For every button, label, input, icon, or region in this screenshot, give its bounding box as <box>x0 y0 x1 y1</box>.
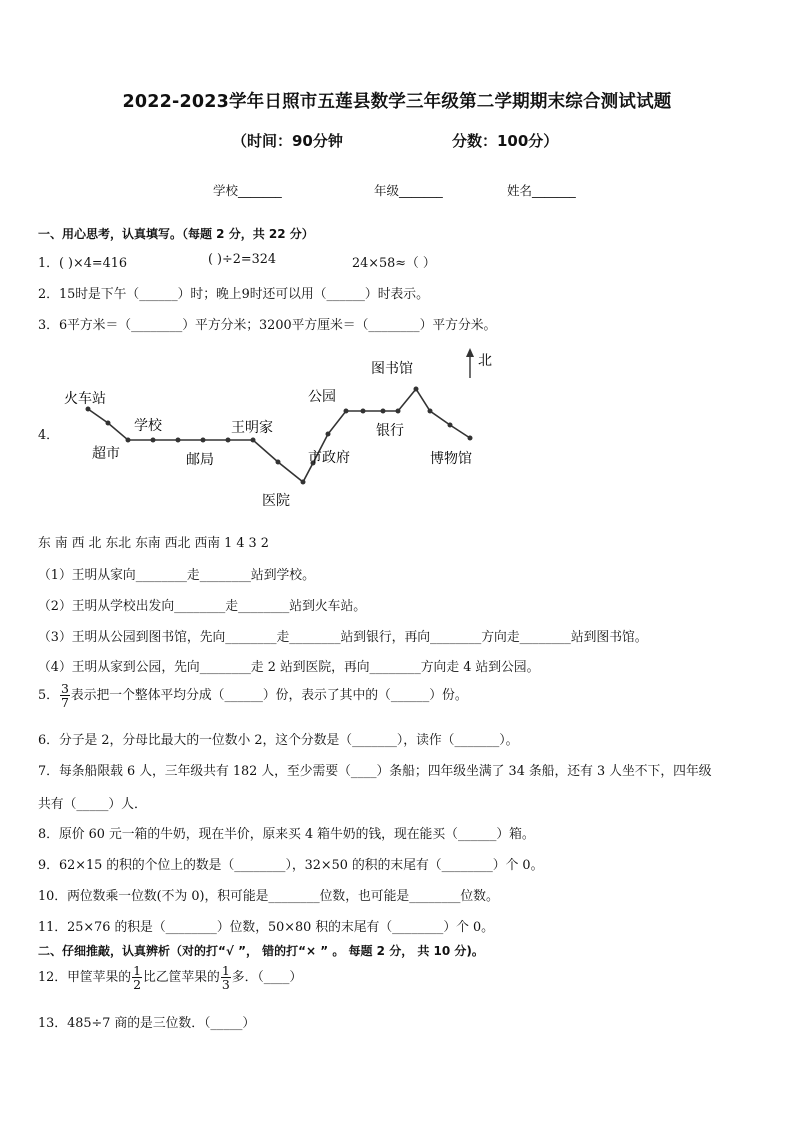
q5-text: 表示把一个整体平均分成（______）份，表示了其中的（______）份。 <box>70 688 468 703</box>
section-2-heading: 二、仔细推敲，认真辨析（对的打“√ ”， 错的打“× ” 。 每题 2 分， 共 10 分)。 <box>38 944 484 958</box>
label-station: 火车站 <box>64 391 106 407</box>
route-map <box>58 345 508 515</box>
label-bank: 银行 <box>376 423 404 439</box>
q8: 8．原价 60 元一箱的牛奶，现在半价，原来买 4 箱牛奶的钱，现在能买（______）箱。 <box>38 827 535 842</box>
north-label: 北 <box>478 353 492 369</box>
q4-sub2: （2）王明从学校出发向________走________站到火车站。 <box>38 599 367 614</box>
q13: 13．485÷7 商的是三位数．（_____） <box>38 1016 256 1031</box>
q4-sub3: （3）王明从公园到图书馆，先向________走________站到银行，再向________方向走________站到图书馆。 <box>38 630 648 645</box>
q7-line2: 共有（_____）人． <box>38 797 147 812</box>
q2: 2．15时是下午（______）时；晚上9时还可以用（______）时表示。 <box>38 287 429 302</box>
label-library: 图书馆 <box>371 361 413 377</box>
q7-line1: 7．每条船限载 6 人，三年级共有 182 人，至少需要（____）条船；四年级坐满了 34 条船，还有 3 人坐不下，四年级 <box>38 764 712 779</box>
q5 <box>38 682 468 709</box>
q12 <box>38 964 302 991</box>
q12-mid: 比乙筐苹果的 <box>143 970 220 985</box>
exam-score: 分数：100分） <box>452 132 559 150</box>
q9: 9．62×15 的积的个位上的数是（________），32×50 的积的末尾有（________）个 0。 <box>38 858 544 873</box>
school-field[interactable]: 学校_______ <box>213 183 282 198</box>
q12-post: 多．（____） <box>231 970 303 985</box>
q5-number: 5． <box>38 688 59 703</box>
label-hospital: 医院 <box>262 493 290 509</box>
grade-field[interactable]: 年级_______ <box>374 183 443 198</box>
name-field[interactable]: 姓名_______ <box>507 183 576 198</box>
q1-part-a: 1．( )×4=416 <box>38 256 128 271</box>
q11: 11．25×76 的积是（________）位数，50×80 积的末尾有（________）个 0。 <box>38 920 494 935</box>
q10: 10．两位数乘一位数(不为 0)，积可能是________位数，也可能是________位数。 <box>38 889 499 904</box>
q4-number: 4． <box>38 428 59 443</box>
fraction-half: $\frac{1}{2}$ <box>133 963 142 992</box>
page-title: 2022-2023学年日照市五莲县数学三年级第二学期期末综合测试试题 <box>122 92 672 112</box>
north-arrow-icon <box>466 348 474 378</box>
q1-part-b: ( )÷2=324 <box>208 252 277 267</box>
q4-sub4: （4）王明从家到公园，先向________走 2 站到医院，再向________方向走 4 站到公园。 <box>38 660 540 675</box>
label-school: 学校 <box>134 418 162 434</box>
section-1-heading: 一、用心思考，认真填写。（每题 2 分，共 22 分） <box>38 227 314 241</box>
q4-options: 东 南 西 北 东北 东南 西北 西南 1 4 3 2 <box>38 536 269 551</box>
q3: 3．6平方米＝（________）平方分米；3200平方厘米＝（________）平方分米。 <box>38 318 497 333</box>
q6: 6．分子是 2，分母比最大的一位数小 2，这个分数是（_______），读作（_______）。 <box>38 733 519 748</box>
q4-sub1: （1）王明从家向________走________站到学校。 <box>38 568 315 583</box>
q12-pre: 12．甲筐苹果的 <box>38 970 132 985</box>
exam-time: （时间：90分钟 <box>232 132 343 150</box>
label-market: 超市 <box>92 446 120 462</box>
label-park: 公园 <box>308 389 336 405</box>
fraction: $\frac{3}{7}$ <box>60 681 69 710</box>
label-post: 邮局 <box>186 452 214 468</box>
label-govt: 市政府 <box>308 450 350 466</box>
fraction-third: $\frac{1}{3}$ <box>221 963 230 992</box>
q1-part-c: 24×58≈（ ） <box>352 256 436 271</box>
label-home: 王明家 <box>231 420 273 436</box>
label-museum: 博物馆 <box>430 451 472 467</box>
